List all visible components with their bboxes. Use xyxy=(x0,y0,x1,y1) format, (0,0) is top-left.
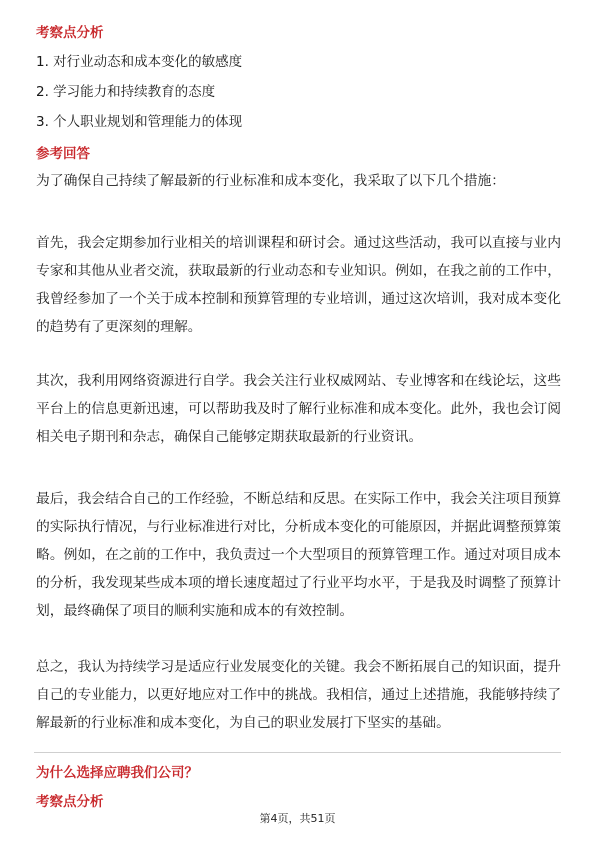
page-number-footer: 第4页，共51页 xyxy=(259,812,336,825)
answer-paragraph-first: 首先，我会定期参加行业相关的培训课程和研讨会。通过这些活动，我可以直接与业内专家和其他从业者交流，获取最新的行业动态和专业知识。例如，在我之前的工作中，我曾经参加了一个关于成本控制和预算管理的专业培训，通过这次培训，我对成本变化的趋势有了更深刻的理解。 xyxy=(36,235,561,335)
section-divider xyxy=(34,752,561,753)
next-analysis-heading: 考察点分析 xyxy=(36,794,104,810)
answer-paragraph-intro: 为了确保自己持续了解最新的行业标准和成本变化，我采取了以下几个措施： xyxy=(36,173,506,189)
next-question-title: 为什么选择应聘我们公司？ xyxy=(36,765,198,781)
answer-paragraph-second: 其次，我利用网络资源进行自学。我会关注行业权威网站、专业博客和在线论坛，这些平台上的信息更新迅速，可以帮助我及时了解行业标准和成本变化。此外，我也会订阅相关电子期刊和杂志，确保自己能够定期获取最新的行业资讯。 xyxy=(36,373,561,445)
answer-paragraph-conclusion: 总之，我认为持续学习是适应行业发展变化的关键。我会不断拓展自己的知识面，提升自己的专业能力，以更好地应对工作中的挑战。我相信，通过上述措施，我能够持续了解最新的行业标准和成本变化，为自己的职业发展打下坚实的基础。 xyxy=(36,659,561,731)
answer-paragraph-third: 最后，我会结合自己的工作经验，不断总结和反思。在实际工作中，我会关注项目预算的实际执行情况，与行业标准进行对比，分析成本变化的可能原因，并据此调整预算策略。例如，在之前的工作中，我负责过一个大型项目的预算管理工作。通过对项目成本的分析，我发现某些成本项的增长速度超过了行业平均水平，于是我及时调整了预算计划，最终确保了项目的顺利实施和成本的有效控制。 xyxy=(36,491,561,619)
analysis-heading: 考察点分析 xyxy=(36,25,104,41)
reference-answer-heading: 参考回答 xyxy=(36,146,90,162)
analysis-point-3: 3. 个人职业规划和管理能力的体现 xyxy=(36,114,243,130)
analysis-point-1: 1. 对行业动态和成本变化的敏感度 xyxy=(36,54,243,70)
analysis-point-2: 2. 学习能力和持续教育的态度 xyxy=(36,84,216,100)
